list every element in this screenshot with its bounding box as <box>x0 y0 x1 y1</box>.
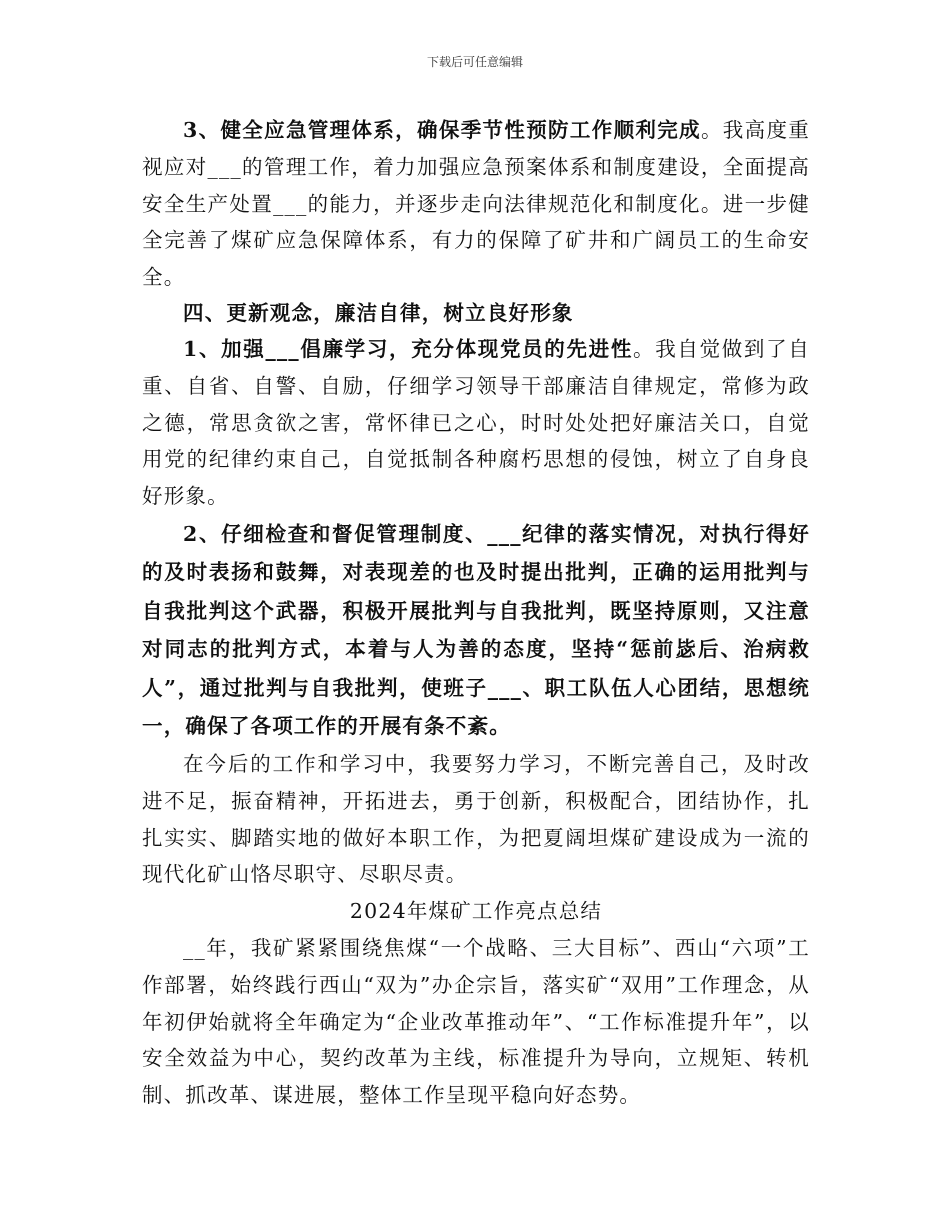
paragraph-emergency <box>142 112 810 296</box>
paragraph-integrity-text: 。我自觉做到了自重、自省、自警、自励，仔细学习领导干部廉洁自律规定，常修为政之德，常思贪欲之害，常怀律已之心，时时处处把好廉洁关口，自觉用党的纪律约束自己，自觉抵制各种腐朽思想的侵蚀，树立了自身良好形象。 <box>142 336 810 509</box>
paragraph-integrity <box>142 331 810 515</box>
document-body <box>142 112 810 1114</box>
paragraph-summary: __年，我矿紧紧围绕焦煤“一个战略、三大目标”、西山“六项”工作部署，始终践行西山“双为”办企宗旨，落实矿“双用”工作理念，从年初伊始就将全年确定为“企业改革推动年”、“工作标准提升年”，以安全效益为中心，契约改革为主线，标准提升为导向，立规矩、转机制、抓改革、谋进展，整体工作呈现平稳向好态势。 <box>142 935 810 1108</box>
paragraph-future: 在今后的工作和学习中，我要努力学习，不断完善自己，及时改进不足，振奋精神，开拓进去，勇于创新，积极配合，团结协作，扎扎实实、脚踏实地的做好本职工作，为把夏阔坦煤矿建设成为一流的现代化矿山恪尽职守、尽职尽责。 <box>142 751 810 887</box>
page-header: 下载后可任意编辑 <box>426 55 523 69</box>
paragraph-supervision: 2、仔细检查和督促管理制度、___纪律的落实情况，对执行得好的及时表扬和鼓舞，对表现差的也及时提出批判，正确的运用批判与自我批判这个武器，积极开展批判与自我批判，既坚持原则，又注意对同志的批判方式，本着与人为善的态度，坚持“惩前毖后、治病救人”，通过批判与自我批判，使班子___、职工队伍人心团结，思想统一，确保了各项工作的开展有条不紊。 <box>142 521 810 739</box>
paragraph-emergency-lead: 3、健全应急管理体系，确保季节性预防工作顺利完成 <box>183 118 701 142</box>
section-heading-four: 四、更新观念，廉洁自律，树立良好形象 <box>183 300 574 325</box>
document-title: 2024年煤矿工作亮点总结 <box>349 899 603 924</box>
paragraph-integrity-lead: 1、加强___倡廉学习，充分体现党员的先进性 <box>183 336 634 361</box>
paragraph-emergency-text: 。我高度重视应对___的管理工作，着力加强应急预案体系和制度建设，全面提高安全生产处置___的能力，并逐步走向法律规范化和制度化。进一步健全完善了煤矿应急保障体系，有力的保障了矿井和广阔员工的生命安全。 <box>142 118 810 290</box>
